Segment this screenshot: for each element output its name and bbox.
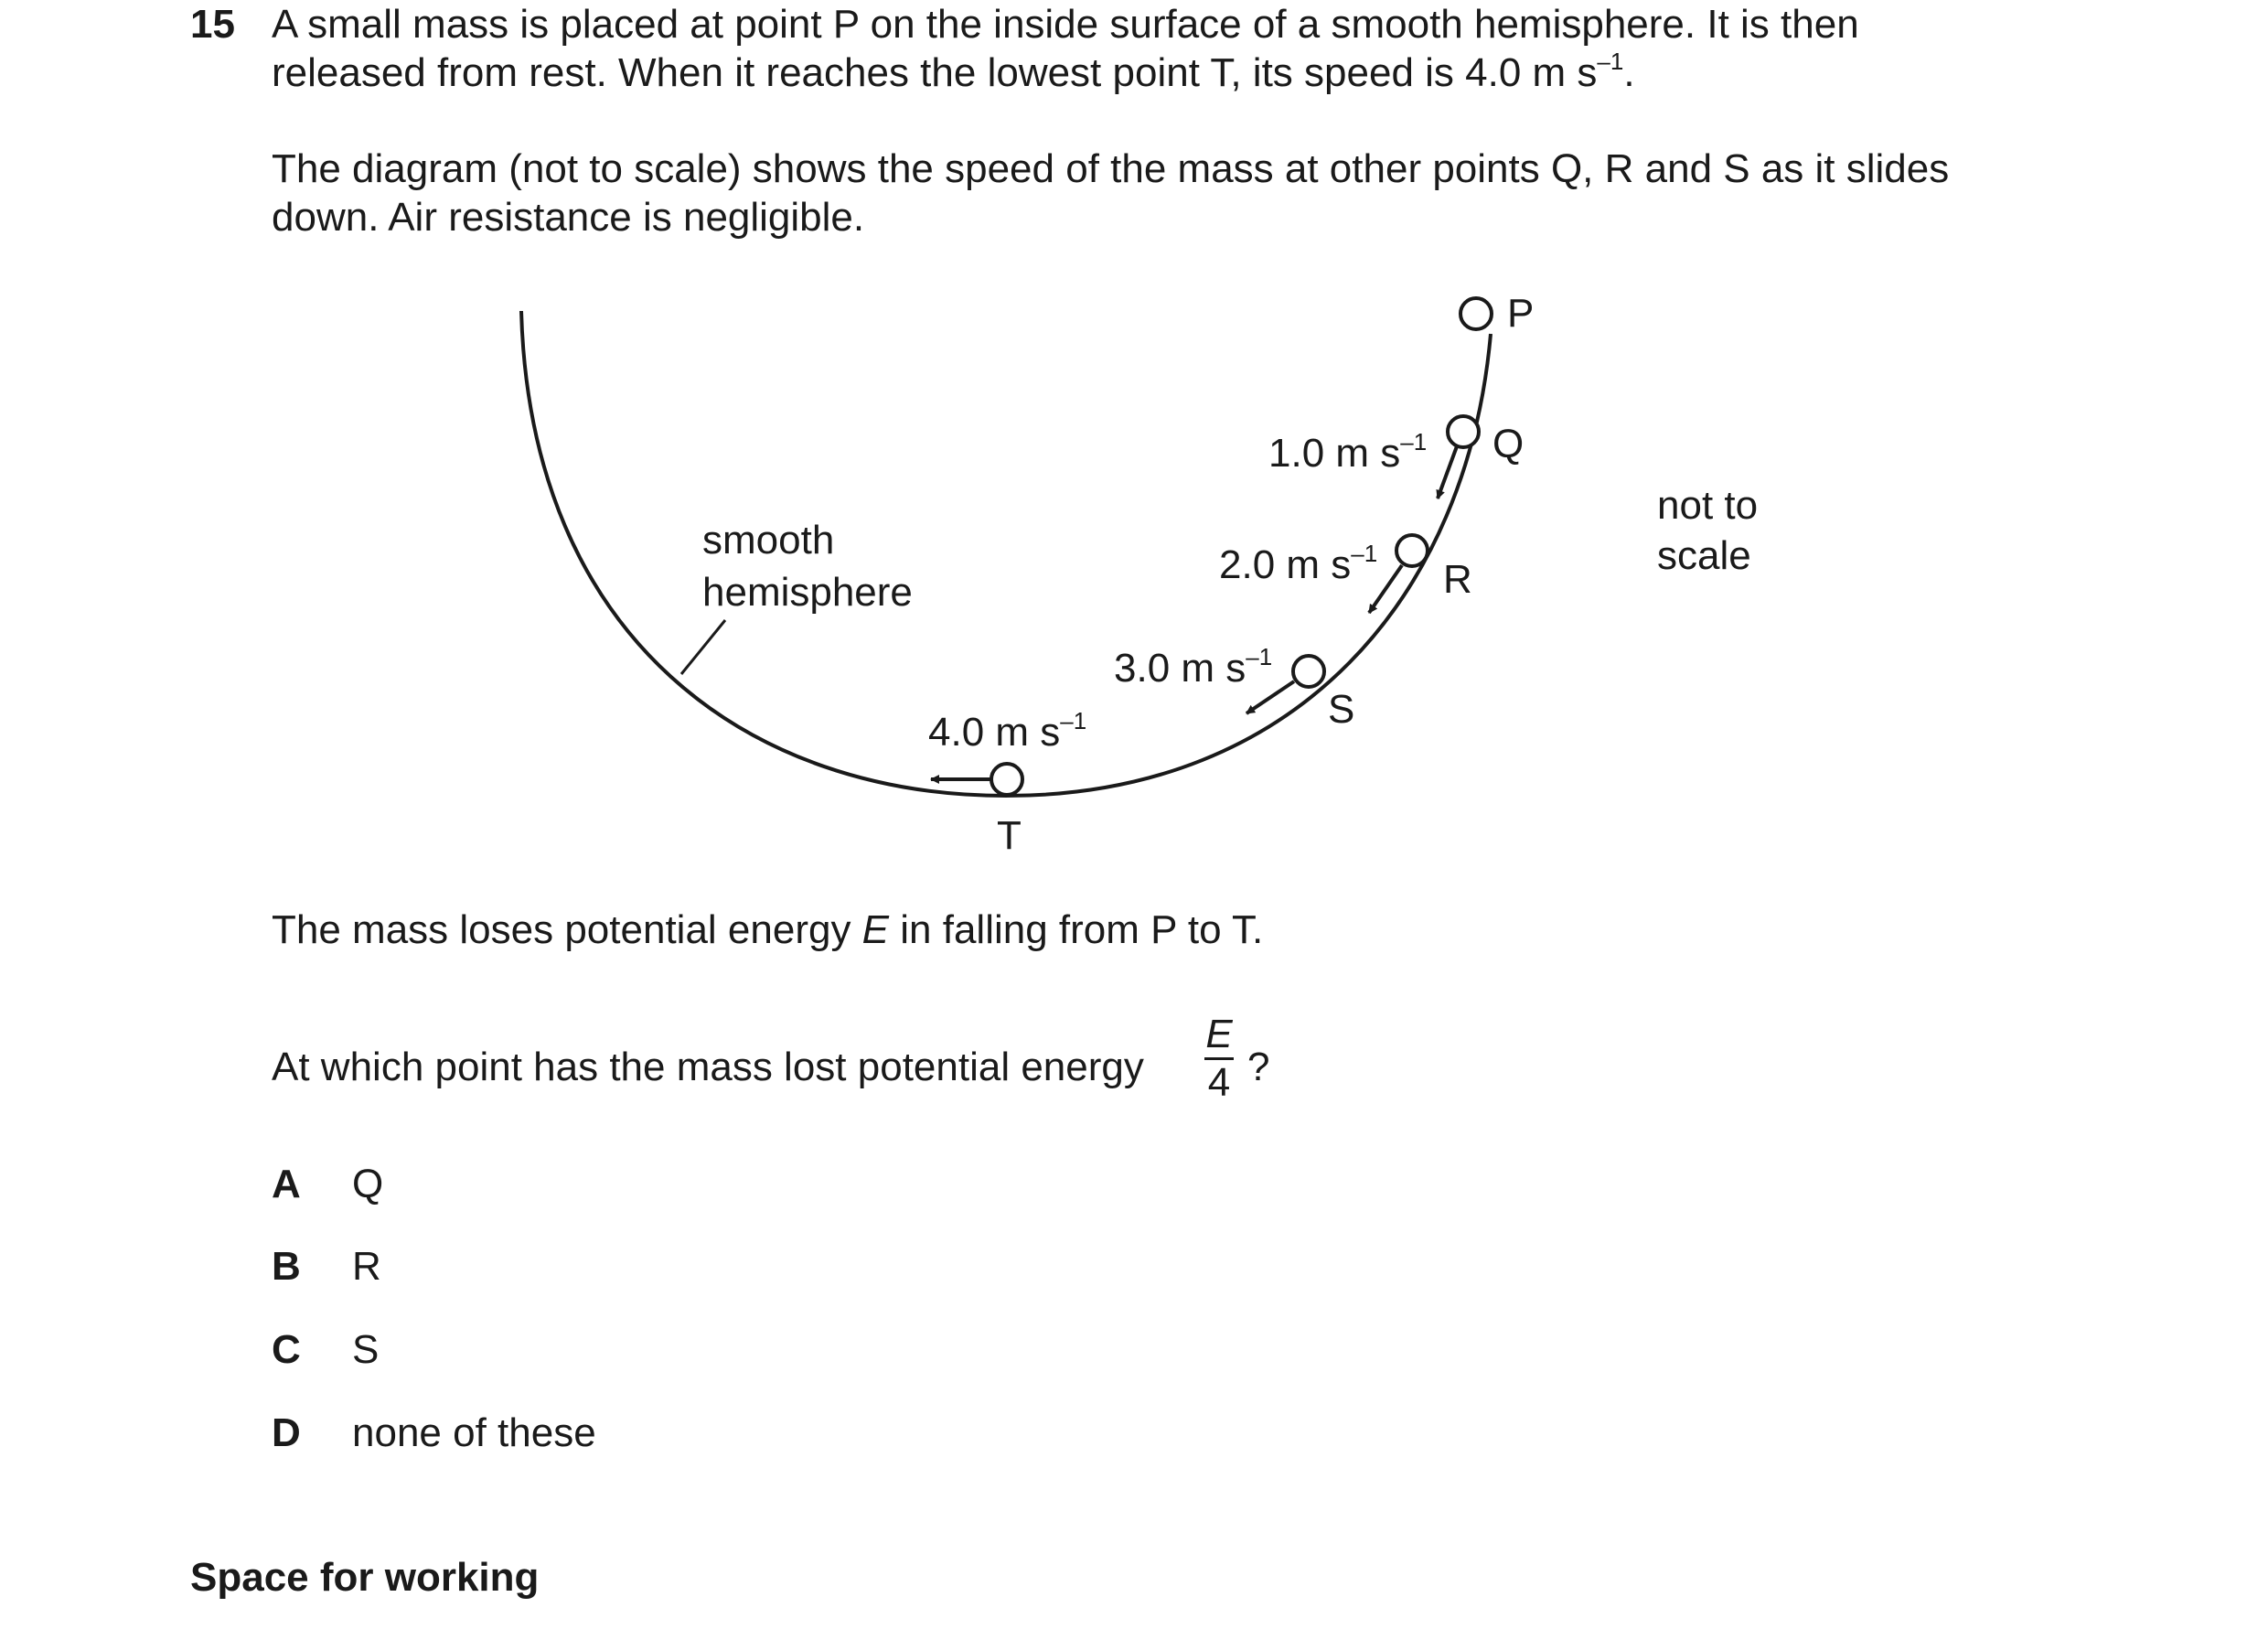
option-b[interactable] (272, 1242, 381, 1291)
point-label-s: S (1328, 687, 1355, 732)
option-letter: C (272, 1327, 301, 1372)
surface-label-1: smooth (702, 518, 835, 563)
statement: The mass loses potential energy E in falling from P to T. (272, 907, 1264, 952)
option-text: Q (352, 1162, 384, 1206)
point-label-r: R (1443, 557, 1472, 602)
intro-line-1: A small mass is placed at point P on the inside surface of a smooth hemisphere. It is then (272, 2, 1859, 47)
mass-at-s (1293, 656, 1324, 687)
option-c[interactable] (272, 1325, 379, 1375)
surface-leader-line (681, 620, 725, 674)
option-letter: A (272, 1162, 301, 1206)
fraction-denominator: 4 (1207, 1060, 1231, 1105)
point-label-q: Q (1492, 422, 1524, 466)
option-a[interactable] (272, 1160, 383, 1209)
speed-label-q: 1.0 m $s^{-1}$ (1268, 428, 1428, 476)
mass-at-p (1460, 298, 1492, 329)
fraction-e-over-4 (1203, 1012, 1236, 1106)
mass-at-q (1448, 416, 1479, 447)
diagram-line-2: down. Air resistance is negligible. (272, 195, 865, 240)
option-text: none of these (352, 1410, 596, 1455)
option-letter: B (272, 1244, 301, 1289)
question-mark: ? (1247, 1045, 1270, 1089)
speed-label-r: 2.0 m $s^{-1}$ (1219, 540, 1378, 587)
question-prompt: At which point has the mass lost potential energy (272, 1045, 1144, 1089)
option-letter: D (272, 1410, 301, 1455)
scale-note-1: not to (1657, 483, 1759, 528)
speed-label-t: 4.0 m $s^{-1}$ (928, 707, 1087, 755)
mass-at-t (991, 764, 1022, 795)
velocity-arrow-s (1246, 681, 1294, 713)
mass-at-r (1396, 535, 1428, 566)
speed-label-s: 3.0 m $s^{-1}$ (1114, 643, 1273, 691)
option-text: S (352, 1327, 380, 1372)
working-space-label: Space for working (190, 1555, 540, 1600)
point-label-t: T (997, 813, 1022, 858)
option-d[interactable] (272, 1409, 596, 1458)
question-number: 15 (190, 2, 235, 47)
surface-label-2: hemisphere (702, 570, 913, 615)
scale-note-2: scale (1657, 533, 1751, 578)
intro-line-2: released from rest. When it reaches the lowest point T, its speed is 4.0 m $s^{-1}$. (272, 48, 1635, 95)
option-text: R (352, 1244, 381, 1289)
diagram-line-1: The diagram (not to scale) shows the speed of the mass at other points Q, R and S as it slides (272, 146, 1950, 191)
velocity-arrow-q (1438, 446, 1457, 498)
fraction-numerator: E (1205, 1012, 1233, 1056)
point-label-p: P (1507, 291, 1535, 336)
